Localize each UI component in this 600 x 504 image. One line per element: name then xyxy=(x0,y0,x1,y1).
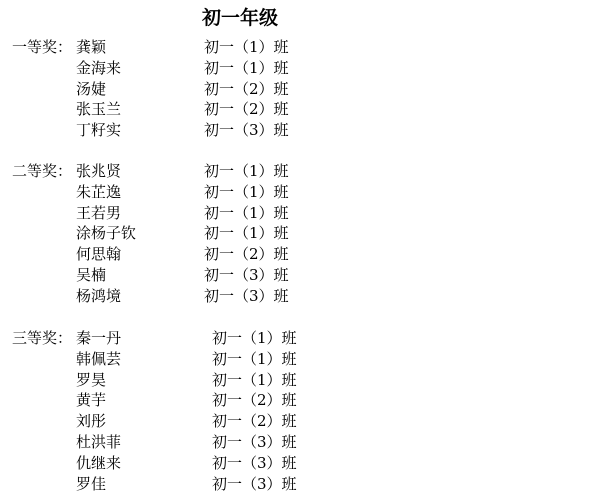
winner-row xyxy=(0,182,600,203)
winner-row xyxy=(0,411,600,432)
winner-row xyxy=(0,79,600,100)
page-title: 初一年级 xyxy=(201,7,278,29)
winner-name: 杨鸿境 xyxy=(76,286,122,305)
winner-class: 初一（1）班 xyxy=(204,162,289,180)
winner-row xyxy=(0,453,600,474)
winner-class: 初一（1）班 xyxy=(204,182,289,201)
winner-name: 刘彤 xyxy=(76,412,107,431)
winner-name: 龚颖 xyxy=(76,38,107,56)
winner-name: 涂杨子钦 xyxy=(76,224,137,243)
winner-class: 初一（2）班 xyxy=(204,245,289,264)
winner-class: 初一（1）班 xyxy=(204,38,289,56)
winner-row xyxy=(0,203,600,224)
winner-name: 韩佩芸 xyxy=(76,349,122,368)
winner-row xyxy=(0,474,600,495)
winner-row xyxy=(0,99,600,120)
winner-name: 秦一丹 xyxy=(76,329,122,347)
winner-class: 初一（1）班 xyxy=(212,370,297,389)
prize-label: 三等奖： xyxy=(12,329,73,347)
winner-class: 初一（3）班 xyxy=(204,121,289,140)
winner-name: 罗昊 xyxy=(76,370,107,389)
winner-class: 初一（1）班 xyxy=(204,203,289,222)
winner-row xyxy=(0,161,600,182)
winner-row xyxy=(0,58,600,79)
winner-name: 丁籽实 xyxy=(76,121,122,140)
winner-class: 初一（1）班 xyxy=(204,224,289,243)
prize-label: 一等奖： xyxy=(12,38,73,56)
winner-name: 罗佳 xyxy=(76,474,107,493)
winner-class: 初一（3）班 xyxy=(212,453,297,472)
winner-name: 汤婕 xyxy=(76,79,107,98)
winner-name: 黄芋 xyxy=(76,391,107,410)
winner-row xyxy=(0,223,600,244)
winner-row xyxy=(0,390,600,411)
winner-class: 初一（3）班 xyxy=(212,474,297,493)
winner-class: 初一（1）班 xyxy=(212,349,297,368)
prize-group-first xyxy=(0,37,600,141)
winner-row xyxy=(0,286,600,307)
winner-class: 初一（1）班 xyxy=(212,329,297,347)
winner-class: 初一（2）班 xyxy=(204,79,289,98)
winner-name: 吴楠 xyxy=(76,265,107,284)
winner-name: 杜洪菲 xyxy=(76,432,122,451)
winner-name: 张兆贤 xyxy=(76,162,122,180)
winner-class: 初一（2）班 xyxy=(212,391,297,410)
winner-name: 金海来 xyxy=(76,58,122,77)
prize-label: 二等奖： xyxy=(12,162,73,180)
winner-row xyxy=(0,349,600,370)
winner-class: 初一（2）班 xyxy=(204,100,289,119)
winner-class: 初一（3）班 xyxy=(204,286,289,305)
winner-name: 仇继来 xyxy=(76,453,122,472)
winner-name: 张玉兰 xyxy=(76,100,122,119)
prize-group-third xyxy=(0,328,600,494)
winner-row xyxy=(0,37,600,58)
winner-row xyxy=(0,370,600,391)
winner-name: 朱芷逸 xyxy=(76,182,122,201)
winner-row xyxy=(0,265,600,286)
winner-row xyxy=(0,244,600,265)
winner-name: 王若男 xyxy=(76,203,122,222)
winner-row xyxy=(0,432,600,453)
winner-class: 初一（1）班 xyxy=(204,58,289,77)
winner-row xyxy=(0,328,600,349)
winner-name: 何思翰 xyxy=(76,245,122,264)
winner-class: 初一（3）班 xyxy=(212,432,297,451)
winner-row xyxy=(0,120,600,141)
winner-class: 初一（3）班 xyxy=(204,265,289,284)
prize-group-second xyxy=(0,161,600,307)
winner-class: 初一（2）班 xyxy=(212,412,297,431)
